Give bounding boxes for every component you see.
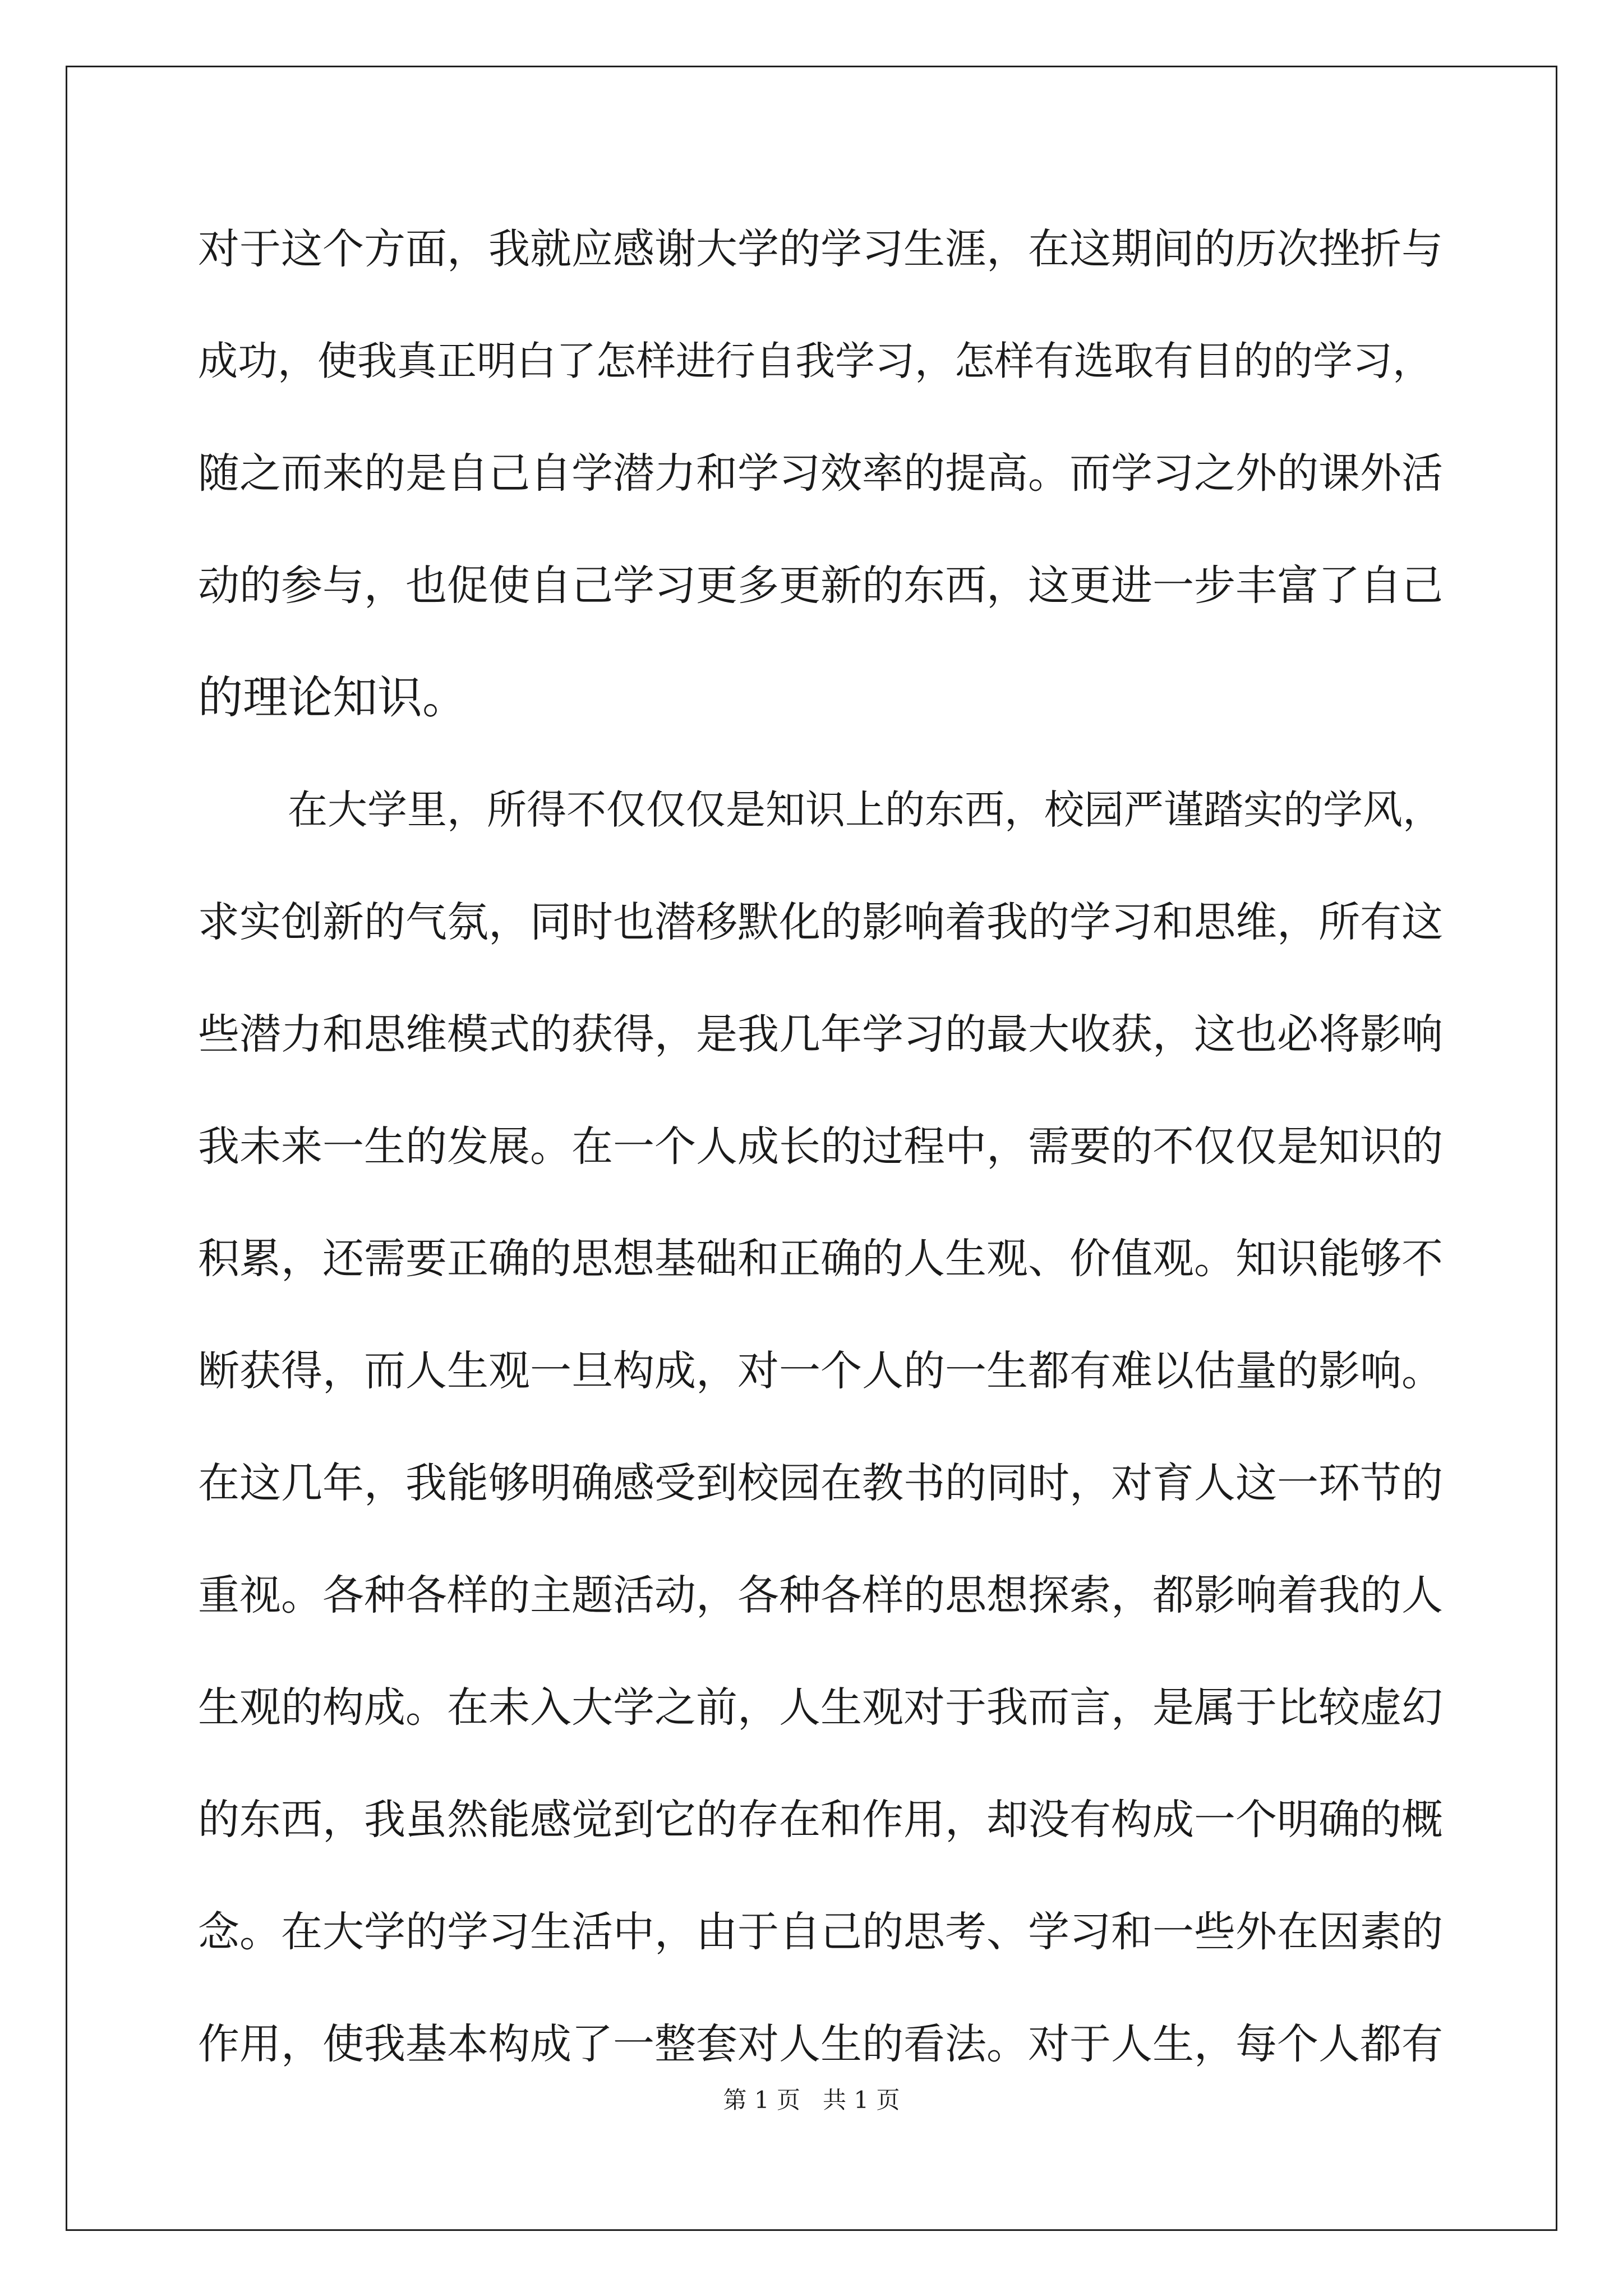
text-line: 我未来一生的发展。在一个人成长的过程中，需要的不仅仅是知识的 xyxy=(198,1122,1443,1171)
text-line: 随之而来的是自己自学潜力和学习效率的提高。而学习之外的课外活 xyxy=(198,449,1443,498)
text-line: 积累，还需要正确的思想基础和正确的人生观、价值观。知识能够不 xyxy=(198,1235,1443,1283)
text-line: 求实创新的气氛，同时也潜移默化的影响着我的学习和思维，所有这 xyxy=(198,898,1443,946)
text-line: 断获得，而人生观一旦构成，对一个人的一生都有难以估量的影响。 xyxy=(198,1347,1443,1395)
text-line: 念。在大学的学习生活中，由于自己的思考、学习和一些外在因素的 xyxy=(198,1908,1443,1956)
document-body xyxy=(198,193,1443,2100)
text-line: 的东西，我虽然能感觉到它的存在和作用，却没有构成一个明确的概 xyxy=(198,1796,1443,1844)
text-line: 动的参与，也促使自己学习更多更新的东西，这更进一步丰富了自己 xyxy=(198,562,1443,610)
text-line: 在这几年，我能够明确感受到校园在教书的同时，对育人这一环节的 xyxy=(198,1459,1443,1507)
text-line: 些潜力和思维模式的获得，是我几年学习的最大收获，这也必将影响 xyxy=(198,1010,1443,1059)
text-line: 成功，使我真正明白了怎样进行自我学习，怎样有选取有目的的学习， xyxy=(198,338,1433,384)
paragraph-first-line: 在大学里，所得不仅仅仅是知识上的东西，校园严谨踏实的学风， xyxy=(288,786,1443,833)
page-number-footer: 第 1 页 共 1 页 xyxy=(723,2086,900,2114)
text-line: 作用，使我基本构成了一整套对人生的看法。对于人生，每个人都有 xyxy=(198,2020,1443,2068)
text-line: 重视。各种各样的主题活动，各种各样的思想探索，都影响着我的人 xyxy=(198,1571,1443,1619)
text-line: 对于这个方面，我就应感谢大学的学习生涯，在这期间的历次挫折与 xyxy=(198,225,1443,273)
text-line: 生观的构成。在未入大学之前，人生观对于我而言，是属于比较虚幻 xyxy=(198,1683,1443,1732)
text-line: 的理论知识。 xyxy=(198,671,467,724)
